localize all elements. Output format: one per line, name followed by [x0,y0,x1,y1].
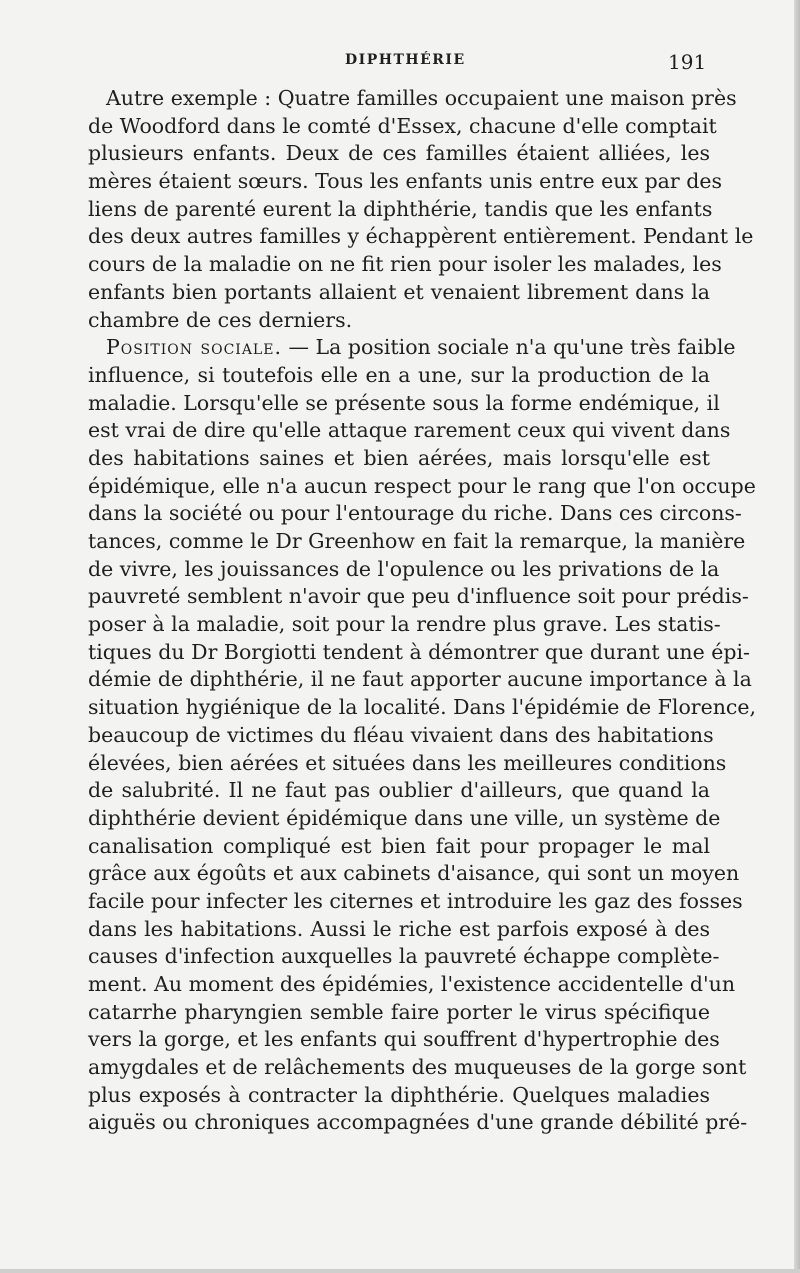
text-line: cours de la maladie on ne fit rien pour isoler les malades, les [88,252,722,277]
body-text [88,85,757,1137]
text-line-rest: — La position sociale n'a qu'une très faible [288,335,736,360]
text-line: Autre exemple : Quatre familles occupaient une maison près [106,86,737,110]
text-line: chambre de ces derniers. [88,307,353,332]
text-line: vers la gorge, et les enfants qui souffrent d'hypertrophie des [88,1027,720,1052]
section-heading: Position sociale. [106,335,282,360]
page-number: 191 [668,50,707,74]
text-line: pauvreté semblent n'avoir que peu d'influence soit pour prédis- [88,584,749,609]
text-line: causes d'infection auxquelles la pauvreté échappe complète- [88,944,720,969]
text-line: enfants bien portants allaient et venaient librement dans la [88,279,710,304]
text-line: des deux autres familles y échappèrent entièrement. Pendant le [88,224,754,249]
text-line: catarrhe pharyngien semble faire porter le virus spécifique [88,999,710,1024]
text-line: beaucoup de victimes du fléau vivaient dans des habitations [88,722,714,747]
text-line: dans la société ou pour l'entourage du riche. Dans ces circons- [88,501,742,526]
text-line: canalisation compliqué est bien fait pour propager le mal [88,833,710,858]
running-head [0,50,800,72]
text-line: dans les habitations. Aussi le riche est parfois exposé à des [88,916,710,941]
text-line: démie de diphthérie, il ne faut apporter aucune importance à la [88,667,752,692]
text-line: est vrai de dire qu'elle attaque rarement ceux qui vivent dans [88,418,731,443]
text-line: épidémique, elle n'a aucun respect pour le rang que l'on occupe [88,473,756,498]
text-line: élevées, bien aérées et situées dans les meilleures conditions [88,750,727,775]
text-line: grâce aux égoûts et aux cabinets d'aisance, qui sont un moyen [88,861,740,886]
text-line: liens de parenté eurent la diphthérie, tandis que les enfants [88,196,713,221]
text-line: influence, si toutefois elle en a une, sur la production de la [88,362,710,387]
text-line-heading [88,334,736,362]
text-line: diphthérie devient épidémique dans une ville, un système de [88,805,721,830]
text-line: ment. Au moment des épidémies, l'existence accidentelle d'un [88,972,736,996]
text-line: aiguës ou chroniques accompagnées d'une grande débilité pré- [88,1110,748,1135]
text-line: de Woodford dans le comté d'Essex, chacune d'elle comptait [88,113,717,138]
page-edge-bottom [0,1269,800,1273]
text-line: mères étaient sœurs. Tous les enfants unis entre eux par des [88,169,722,194]
text-line: facile pour infecter les citernes et introduire les gaz des fosses [88,888,743,913]
text-line: situation hygiénique de la localité. Dans l'épidémie de Florence, [88,695,757,720]
text-line: des habitations saines et bien aérées, mais lorsqu'elle est [88,445,710,470]
running-title: DIPHTHÉRIE [345,52,466,68]
text-line: de salubrité. Il ne faut pas oublier d'ailleurs, que quand la [88,778,710,803]
text-line: de vivre, les jouissances de l'opulence ou les privations de la [88,556,720,581]
text-line: plus exposés à contracter la diphthérie. Quelques maladies [88,1082,710,1107]
text-line: amygdales et de relâchements des muqueuses de la gorge sont [88,1055,747,1080]
text-line: plusieurs enfants. Deux de ces familles étaient alliées, les [88,141,710,166]
page-edge [794,0,800,1273]
text-line: tances, comme le Dr Greenhow en fait la remarque, la manière [88,529,746,553]
text-line: poser à la maladie, soit pour la rendre plus grave. Les statis- [88,612,721,637]
text-line: tiques du Dr Borgiotti tendent à démontrer que durant une épi- [88,639,750,664]
text-line: maladie. Lorsqu'elle se présente sous la forme endémique, il [88,390,720,415]
